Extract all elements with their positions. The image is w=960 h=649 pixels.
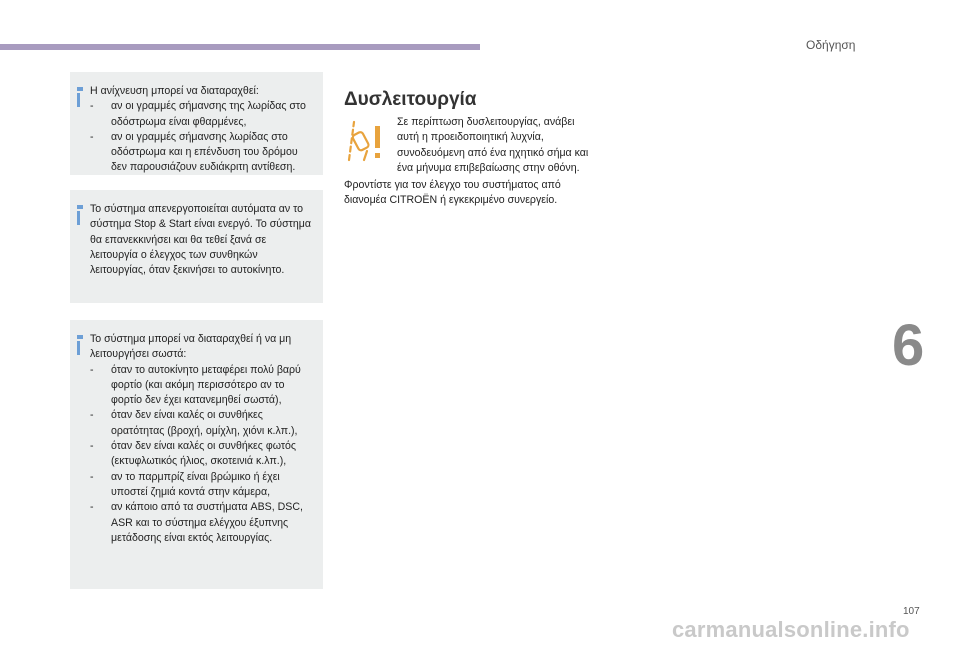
info-note xyxy=(70,190,323,303)
chapter-number: 6 xyxy=(892,313,925,378)
list-item: - όταν δεν είναι καλές οι συνθήκες ορατότητας (βροχή, ομίχλη, χιόνι κ.λπ.), xyxy=(90,408,313,439)
note-list xyxy=(90,99,313,175)
note-intro: Το σύστημα μπορεί να διαταραχθεί ή να μη λειτουργήσει σωστά: xyxy=(90,333,292,361)
page-number: 107 xyxy=(903,606,920,617)
info-icon xyxy=(77,87,83,107)
list-item: - αν οι γραμμές σήμανσης λωρίδας στο οδόστρωμα και η επένδυση του δρόμου δεν παρουσιάζουν ευδιάκριτη αντίθεση. xyxy=(90,130,313,176)
note-intro: Η ανίχνευση μπορεί να διαταραχθεί: xyxy=(90,85,259,97)
warning-text: Σε περίπτωση δυσλειτουργίας, ανάβει αυτή η προειδοποιητική λυχνία, συνοδευόμενη από ένα ηχητικό σήμα και ένα μήνυμα επιβεβαίωσης στην οθόνη. xyxy=(397,116,589,174)
section-title: Οδήγηση xyxy=(806,38,856,52)
info-note xyxy=(70,320,323,589)
body-text: Φροντίστε για τον έλεγχο του συστήματος από διανομέα CITROËN ή εγκεκριμένο συνεργείο. xyxy=(344,179,561,207)
info-note xyxy=(70,72,323,175)
list-item: - αν οι γραμμές σήμανσης της λωρίδας στο οδόστρωμα είναι φθαρμένες, xyxy=(90,99,313,130)
lane-departure-warning-icon xyxy=(345,120,389,162)
section-heading: Δυσλειτουργία xyxy=(344,89,477,110)
list-item: - αν το παρμπρίζ είναι βρώμικο ή έχει υποστεί ζημιά κοντά στην κάμερα, xyxy=(90,470,313,501)
watermark: carmanualsonline.info xyxy=(672,617,910,642)
list-item: - αν κάποιο από τα συστήματα ABS, DSC, ASR και το σύστημα ελέγχου έξυπνης μετάδοσης είναι εκτός λειτουργίας. xyxy=(90,500,313,546)
header-accent-bar xyxy=(0,44,480,50)
info-icon xyxy=(77,205,83,225)
note-intro: Το σύστημα απενεργοποιείται αυτόματα αν το σύστημα Stop & Start είναι ενεργό. Το σύστημα θα επανεκκινήσει και θα τεθεί ξανά σε λειτουργία ο έλεγχος των συνθηκών λειτουργίας, όταν ξεκινήσει το αυτοκίνητο. xyxy=(90,203,311,277)
info-icon xyxy=(77,335,83,355)
note-list xyxy=(90,363,313,547)
list-item: - όταν το αυτοκίνητο μεταφέρει πολύ βαρύ φορτίο (και ακόμη περισσότερο αν το φορτίο δεν έχει κατανεμηθεί σωστά), xyxy=(90,363,313,409)
list-item: - όταν δεν είναι καλές οι συνθήκες φωτός (εκτυφλωτικός ήλιος, σκοτεινιά κ.λπ.), xyxy=(90,439,313,470)
